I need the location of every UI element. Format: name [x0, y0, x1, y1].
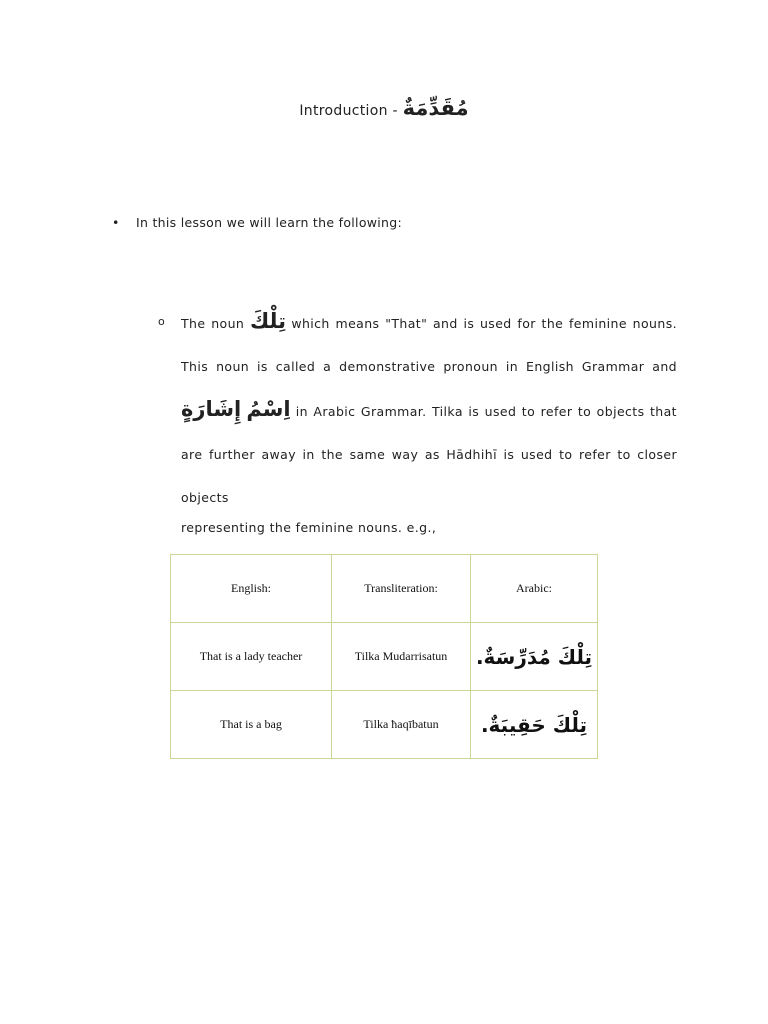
- arabic-ishara: إِشَارَةٍ: [181, 397, 242, 421]
- table-row: [171, 691, 598, 759]
- arabic-ism: اِسْمُ: [246, 397, 291, 421]
- row1-english: That is a lady teacher: [171, 623, 332, 691]
- arabic-tilka: تِلْكَ: [249, 309, 286, 333]
- para-part1: The noun: [181, 316, 250, 331]
- sub-bullet-paragraph: [181, 300, 677, 549]
- row2-arabic-text: تِلْكَ حَقِيبَةٌ.: [480, 712, 588, 737]
- row1-arabic-text: تِلْكَ مُدَرِّسَةٌ.: [475, 644, 593, 669]
- para-part4: representing the feminine nouns. e.g.,: [181, 520, 437, 535]
- row1-transliteration: Tilka Mudarrisatun: [332, 623, 471, 691]
- bullet-marker: •: [112, 215, 120, 230]
- bullet-text: In this lesson we will learn the following:: [136, 215, 403, 230]
- para-part3: in Arabic Grammar. Tilka is used to refer to objects that are further away in the same way as Hādhihī is used to refer to closer objects: [181, 404, 677, 505]
- examples-table: [170, 554, 598, 759]
- title-arabic: مُقَدِّمَةٌ: [402, 96, 469, 120]
- header-transliteration: Transliteration:: [332, 555, 471, 623]
- page-title: [0, 96, 768, 120]
- header-english: English:: [171, 555, 332, 623]
- para-part2: which means "That" and is used for the feminine nouns. This noun is called a demonstrative pronoun in English Grammar and: [181, 316, 677, 374]
- header-arabic: Arabic:: [471, 555, 598, 623]
- row2-english: That is a bag: [171, 691, 332, 759]
- row1-arabic: [471, 623, 598, 691]
- title-english: Introduction -: [299, 103, 398, 119]
- row2-arabic: [471, 691, 598, 759]
- table-header-row: [171, 555, 598, 623]
- sub-bullet-marker: o: [158, 315, 166, 328]
- table-row: [171, 623, 598, 691]
- row2-transliteration: Tilka ħaqībatun: [332, 691, 471, 759]
